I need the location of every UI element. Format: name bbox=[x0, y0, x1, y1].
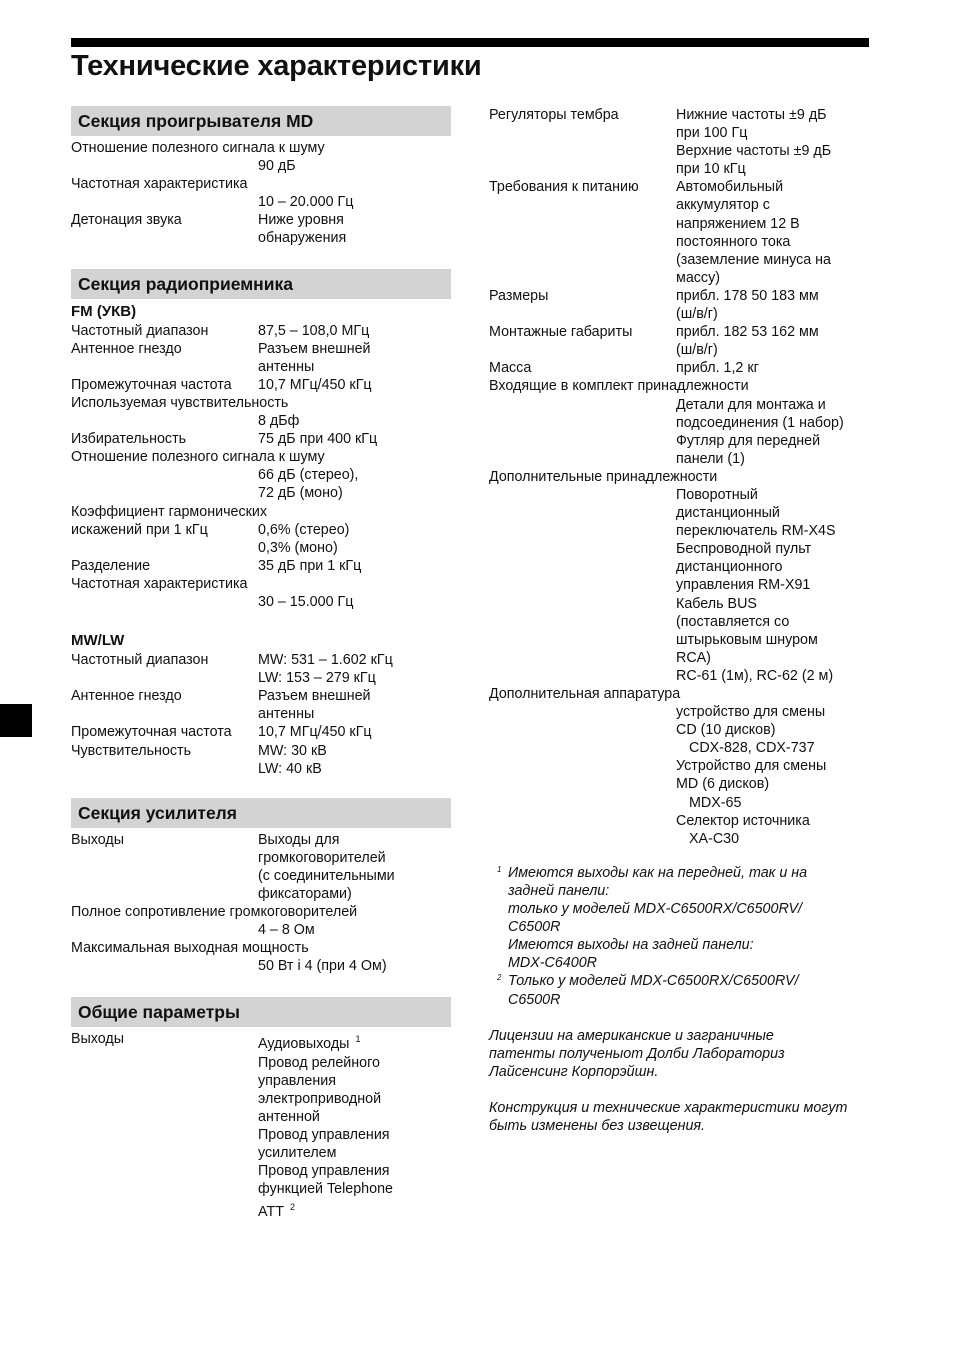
spec-row bbox=[71, 939, 451, 975]
spec-value-line: Провод релейного bbox=[258, 1054, 380, 1071]
optional-equipment-row bbox=[489, 685, 879, 848]
section-heading-general: Общие параметры bbox=[71, 997, 451, 1027]
spec-label: Отношение полезного сигнала к шуму bbox=[71, 140, 325, 156]
paragraph-line: патенты полученыот Долби Лабораториз bbox=[489, 1045, 785, 1062]
spec-row bbox=[71, 211, 451, 247]
spec-value-line: 4 – 8 Ом bbox=[258, 922, 315, 939]
spec-value-line: электроприводной bbox=[258, 1090, 382, 1107]
spec-value-line: Провод управления bbox=[258, 1126, 390, 1143]
spec-row bbox=[71, 831, 451, 903]
spec-value bbox=[258, 687, 451, 723]
spec-value-line: ATT $^2$ bbox=[258, 1202, 295, 1221]
spec-row bbox=[71, 430, 451, 448]
spec-value-line: подсоединения (1 набор) bbox=[676, 414, 844, 431]
spec-value-line: Ниже уровня bbox=[258, 212, 344, 229]
spec-row bbox=[71, 687, 451, 723]
spec-value-line: Кабель BUS bbox=[676, 595, 757, 612]
spec-value bbox=[258, 521, 451, 557]
spec-row bbox=[71, 503, 451, 557]
spec-value-line: обнаружения bbox=[258, 230, 347, 247]
spec-label: Дополнительная аппаратура bbox=[489, 686, 681, 702]
fm-subheading: FM (УКВ) bbox=[71, 302, 137, 320]
top-rule bbox=[71, 38, 869, 47]
spec-value-line: при 10 кГц bbox=[676, 161, 746, 178]
spec-row bbox=[71, 322, 451, 340]
spec-value-line: дистанционный bbox=[676, 505, 780, 522]
spec-row bbox=[71, 340, 451, 376]
footnote-line: Только у моделей MDX-C6500RX/C6500RV/ bbox=[508, 973, 799, 990]
spec-value-line: 75 дБ при 400 кГц bbox=[258, 431, 378, 448]
spec-value-line: переключатель RM-X4S bbox=[676, 523, 836, 540]
spec-value bbox=[676, 703, 879, 848]
spec-value-line: Провод управления bbox=[258, 1163, 390, 1180]
mw-subheading: MW/LW bbox=[71, 632, 125, 650]
spec-label: Монтажные габариты bbox=[489, 324, 633, 341]
footnote-line: Имеются выходы как на передней, так и на bbox=[508, 864, 808, 881]
spec-label: Коэффициент гармонических bbox=[71, 503, 268, 520]
footnote-mark: 2 bbox=[497, 973, 502, 983]
section-heading-md: Секция проигрывателя MD bbox=[71, 106, 451, 136]
spec-value-line: MD (6 дисков) bbox=[676, 776, 770, 793]
spec-value-line: фиксаторами) bbox=[258, 886, 352, 902]
spec-row bbox=[71, 448, 451, 502]
page-title: Технические характеристики bbox=[71, 50, 482, 82]
paragraph-line: Лицензии на американские и заграничные bbox=[489, 1027, 774, 1044]
spec-value bbox=[258, 322, 451, 340]
section-heading-tuner: Секция радиоприемника bbox=[71, 269, 451, 299]
spec-value-line: 10 – 20.000 Гц bbox=[258, 194, 354, 211]
spec-value-line: XA-C30 bbox=[689, 830, 740, 847]
spec-value-line: 72 дБ (моно) bbox=[258, 485, 343, 502]
spec-value bbox=[676, 323, 879, 359]
spec-value-line: прибл. 178 50 183 мм bbox=[676, 287, 819, 304]
spec-value-line: LW: 40 кВ bbox=[258, 760, 322, 777]
spec-value-line: 66 дБ (стерео), bbox=[258, 467, 359, 484]
spec-label: Выходы bbox=[71, 831, 125, 848]
right-column bbox=[489, 106, 879, 1135]
spec-value-line: 0,6% (стерео) bbox=[258, 521, 350, 538]
spec-label: Разделение bbox=[71, 557, 151, 574]
spec-row bbox=[489, 359, 879, 377]
spec-value-line: Автомобильный bbox=[676, 179, 784, 196]
footnote bbox=[489, 864, 879, 973]
spec-value-line: дистанционного bbox=[676, 559, 783, 576]
spec-value-line: (ш/в/г) bbox=[676, 306, 718, 323]
spec-value-line: антенны bbox=[258, 706, 315, 723]
spec-row bbox=[71, 903, 451, 939]
spec-value-line: (поставляется со bbox=[676, 613, 790, 630]
footnote-ref: 1 bbox=[355, 1034, 361, 1045]
spec-row bbox=[71, 139, 451, 175]
spec-value-line: усилителем bbox=[258, 1145, 337, 1162]
spec-value-line: устройство для смены bbox=[676, 704, 826, 721]
spec-label: Регуляторы тембра bbox=[489, 107, 619, 123]
spec-value bbox=[676, 396, 879, 468]
spec-label: искажений при 1 кГц bbox=[71, 521, 208, 538]
spec-value-line: RCA) bbox=[676, 649, 711, 666]
spec-value bbox=[258, 921, 451, 939]
spec-value-line: Селектор источника bbox=[676, 812, 810, 829]
spec-row bbox=[71, 742, 451, 778]
spec-value-line: прибл. 182 53 162 мм bbox=[676, 324, 819, 341]
spec-value bbox=[258, 157, 451, 175]
spec-row bbox=[71, 394, 451, 430]
spec-value bbox=[258, 211, 451, 247]
general-outputs-row bbox=[71, 1030, 451, 1221]
spec-value-line: антенны bbox=[258, 358, 315, 375]
spec-value bbox=[258, 557, 451, 575]
spec-value-line: Верхние частоты ±9 дБ bbox=[676, 143, 832, 160]
spec-value-line: RC-61 (1м), RC-62 (2 м) bbox=[676, 667, 834, 684]
spec-value-line: Разъем внешней bbox=[258, 340, 371, 357]
amp-spec-list bbox=[71, 831, 451, 976]
general-spec-list bbox=[489, 106, 879, 377]
spec-label: Входящие в комплект принадлежности bbox=[489, 378, 749, 395]
spec-value-line: массу) bbox=[676, 269, 720, 286]
spec-row bbox=[71, 723, 451, 741]
spec-value bbox=[676, 106, 879, 178]
footnote-line: только у моделей MDX-C6500RX/C6500RV/ bbox=[508, 901, 803, 918]
supplied-accessories-row bbox=[489, 377, 879, 467]
disclaimer-note bbox=[489, 1099, 879, 1135]
spec-value-line: при 100 Гц bbox=[676, 125, 748, 142]
spec-label: Размеры bbox=[489, 287, 549, 304]
spec-value-line: (с соединительными bbox=[258, 867, 395, 884]
spec-value-line: Поворотный bbox=[676, 486, 758, 503]
license-note bbox=[489, 1027, 879, 1081]
spec-value bbox=[258, 1030, 451, 1221]
spec-value-line: антенной bbox=[258, 1108, 320, 1125]
spec-label: Масса bbox=[489, 360, 532, 377]
spec-value-line: LW: 153 – 279 кГц bbox=[258, 670, 376, 687]
spec-label: Дополнительные принадлежности bbox=[489, 468, 718, 485]
footnote-line: задней панели: bbox=[508, 882, 610, 899]
spec-value-line: Детали для монтажа и bbox=[676, 396, 826, 413]
spec-label: Выходы bbox=[71, 1031, 125, 1048]
spec-value-line: CDX-828, CDX-737 bbox=[689, 740, 815, 757]
spec-value bbox=[676, 359, 879, 377]
spec-row bbox=[489, 323, 879, 359]
footnote bbox=[489, 972, 879, 1008]
spec-value-line: Устройство для смены bbox=[676, 758, 827, 775]
spec-label: Частотный диапазон bbox=[71, 652, 209, 669]
footnote-line: MDX-C6400R bbox=[508, 955, 597, 972]
spec-row bbox=[71, 557, 451, 575]
spec-value-line: 30 – 15.000 Гц bbox=[258, 593, 354, 610]
spec-value bbox=[258, 742, 451, 778]
spec-value-line: функцией Telephone bbox=[258, 1181, 393, 1198]
side-tab-marker bbox=[0, 704, 32, 737]
spec-value bbox=[258, 412, 451, 430]
spec-value-line: постоянного тока bbox=[676, 233, 791, 250]
spec-row bbox=[71, 376, 451, 394]
spec-value bbox=[258, 466, 451, 502]
footnote-mark: 1 bbox=[497, 864, 502, 874]
spec-value-line: Беспроводной пульт bbox=[676, 541, 812, 558]
spec-value-line: Аудиовыходы $^1$ bbox=[258, 1034, 361, 1053]
spec-value-line: (ш/в/г) bbox=[676, 342, 718, 359]
spec-row bbox=[489, 287, 879, 323]
spec-value bbox=[258, 430, 451, 448]
optional-accessories-row bbox=[489, 468, 879, 685]
spec-value-line: 10,7 МГц/450 кГц bbox=[258, 376, 372, 393]
spec-value-line: Нижние частоты ±9 дБ bbox=[676, 107, 827, 123]
spec-value-line: штырьковым шнуром bbox=[676, 631, 818, 648]
spec-value bbox=[258, 831, 451, 903]
spec-value-line: управления RM-X91 bbox=[676, 577, 811, 594]
spec-value-line: MW: 531 – 1.602 кГц bbox=[258, 652, 393, 669]
spec-value-line: напряжением 12 В bbox=[676, 215, 800, 232]
spec-label: Отношение полезного сигнала к шуму bbox=[71, 449, 325, 466]
mw-spec-list bbox=[71, 651, 451, 778]
spec-label: Частотная характеристика bbox=[71, 176, 248, 193]
spec-label: Избирательность bbox=[71, 431, 187, 448]
spec-label: Используемая чувствительность bbox=[71, 394, 289, 411]
footnote-line: C6500R bbox=[508, 919, 561, 936]
spec-value-line: 35 дБ при 1 кГц bbox=[258, 557, 362, 574]
spec-value-line: MDX-65 bbox=[689, 794, 742, 811]
footnote-line: C6500R bbox=[508, 991, 561, 1008]
spec-value bbox=[258, 376, 451, 394]
spec-value-line: 87,5 – 108,0 МГц bbox=[258, 322, 370, 339]
spec-value-line: CD (10 дисков) bbox=[676, 722, 776, 739]
spec-row bbox=[71, 575, 451, 611]
paragraph-line: Конструкция и технические характеристики могут bbox=[489, 1099, 848, 1116]
spec-value bbox=[676, 287, 879, 323]
left-column bbox=[71, 106, 451, 1221]
spec-value-line: 8 дБф bbox=[258, 413, 300, 430]
spec-value bbox=[258, 651, 451, 687]
spec-value-line: MW: 30 кВ bbox=[258, 742, 327, 759]
spec-label: Антенное гнездо bbox=[71, 340, 182, 357]
spec-label: Чувствительность bbox=[71, 742, 192, 759]
spec-value-line: Футляр для передней bbox=[676, 432, 821, 449]
footnotes bbox=[489, 864, 879, 1009]
spec-row bbox=[489, 106, 879, 178]
footnote-line: Имеются выходы на задней панели: bbox=[508, 937, 754, 954]
md-spec-list bbox=[71, 139, 451, 248]
spec-value-line: Выходы для bbox=[258, 831, 340, 848]
spec-value-line: управления bbox=[258, 1072, 336, 1089]
footnote-ref: 2 bbox=[289, 1202, 295, 1213]
paragraph-line: быть изменены без извещения. bbox=[489, 1117, 706, 1134]
spec-value-line: аккумулятор с bbox=[676, 197, 770, 214]
spec-label: Промежуточная частота bbox=[71, 724, 232, 741]
fm-spec-list bbox=[71, 322, 451, 612]
spec-value-line: 10,7 МГц/450 кГц bbox=[258, 724, 372, 741]
spec-label: Максимальная выходная мощность bbox=[71, 940, 309, 957]
spec-value-line: громкоговорителей bbox=[258, 849, 386, 866]
spec-label: Полное сопротивление громкоговорителей bbox=[71, 904, 358, 921]
spec-value bbox=[258, 593, 451, 611]
spec-value-line: Разъем внешней bbox=[258, 688, 371, 705]
spec-value bbox=[676, 486, 879, 685]
spec-value bbox=[258, 340, 451, 376]
paragraph-line: Лайсенсинг Корпорэйшн. bbox=[489, 1063, 659, 1080]
spec-value-line: панели (1) bbox=[676, 450, 745, 467]
spec-value bbox=[676, 178, 879, 287]
spec-row bbox=[489, 178, 879, 287]
spec-value-line: 0,3% (моно) bbox=[258, 539, 338, 556]
spec-value-line: 50 Вт і 4 (при 4 Ом) bbox=[258, 958, 387, 975]
spec-value-line: (заземление минуса на bbox=[676, 251, 831, 268]
spec-value bbox=[258, 957, 451, 975]
spec-row bbox=[71, 651, 451, 687]
spec-label: Детонация звука bbox=[71, 212, 182, 229]
spec-label: Промежуточная частота bbox=[71, 376, 232, 393]
section-heading-amp: Секция усилителя bbox=[71, 798, 451, 828]
spec-label: Требования к питанию bbox=[489, 179, 639, 196]
spec-label: Частотная характеристика bbox=[71, 575, 248, 592]
spec-label: Антенное гнездо bbox=[71, 688, 182, 705]
spec-value-line: 90 дБ bbox=[258, 158, 296, 175]
spec-row bbox=[71, 175, 451, 211]
spec-value-line: прибл. 1,2 кг bbox=[676, 360, 759, 377]
spec-value bbox=[258, 193, 451, 211]
spec-value bbox=[258, 723, 451, 741]
spec-label: Частотный диапазон bbox=[71, 322, 209, 339]
